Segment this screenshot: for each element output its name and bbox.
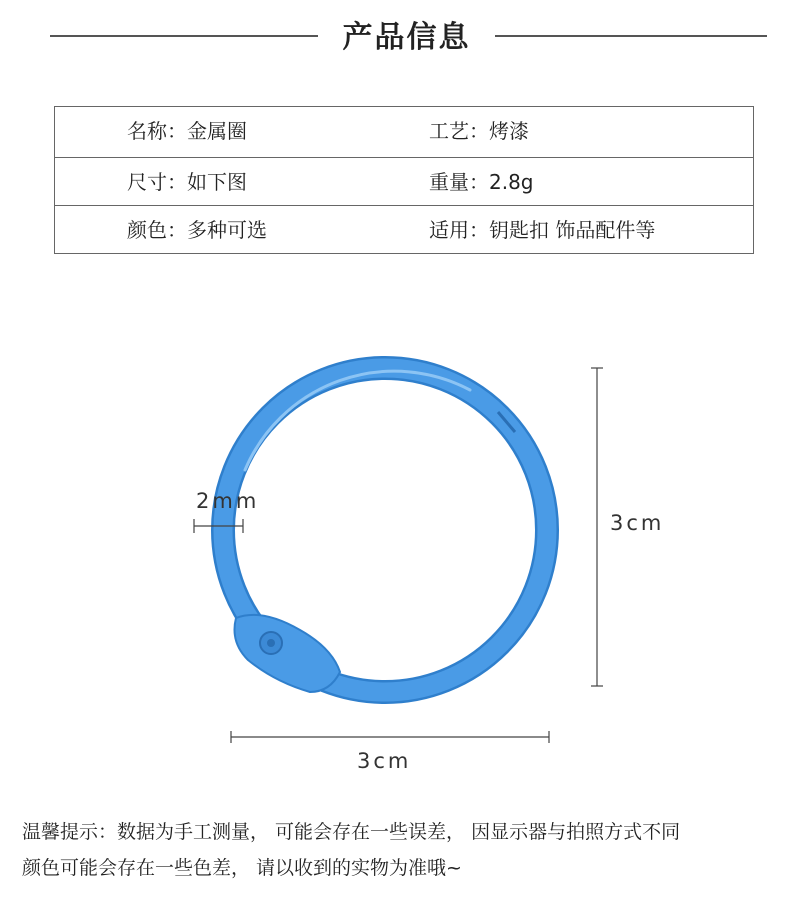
notice-line-2: 颜色可能会存在一些色差， 请以收到的实物为准哦~ <box>22 857 462 879</box>
product-spec-table <box>54 106 754 254</box>
spec-size: 尺寸：如下图 <box>127 170 247 194</box>
spec-color: 颜色：多种可选 <box>127 218 267 242</box>
height-label: 3cm <box>610 511 665 535</box>
spec-row <box>55 205 753 254</box>
spec-row <box>55 157 753 206</box>
spec-usage: 适用：钥匙扣 饰品配件等 <box>429 218 656 242</box>
spec-process: 工艺：烤漆 <box>429 119 529 143</box>
ring-hinge-tab <box>235 615 341 692</box>
width-label: 3cm <box>357 749 412 773</box>
spec-row <box>55 107 753 155</box>
ring-dimension-svg <box>0 330 800 790</box>
ring-dimension-figure <box>0 330 800 790</box>
thickness-label: 2mm <box>196 489 260 513</box>
header-divider-right <box>495 35 767 37</box>
notice-line-1: 温馨提示：数据为手工测量， 可能会存在一些误差， 因显示器与拍照方式不同 <box>22 821 681 843</box>
spec-weight: 重量：2.8g <box>429 170 534 194</box>
header-divider-left <box>50 35 318 37</box>
spec-name: 名称：金属圈 <box>127 119 247 143</box>
section-header <box>0 0 800 70</box>
ring-hinge-rivet-center <box>267 639 275 647</box>
page-title: 产品信息 <box>342 20 471 55</box>
measurement-notice <box>22 814 792 886</box>
